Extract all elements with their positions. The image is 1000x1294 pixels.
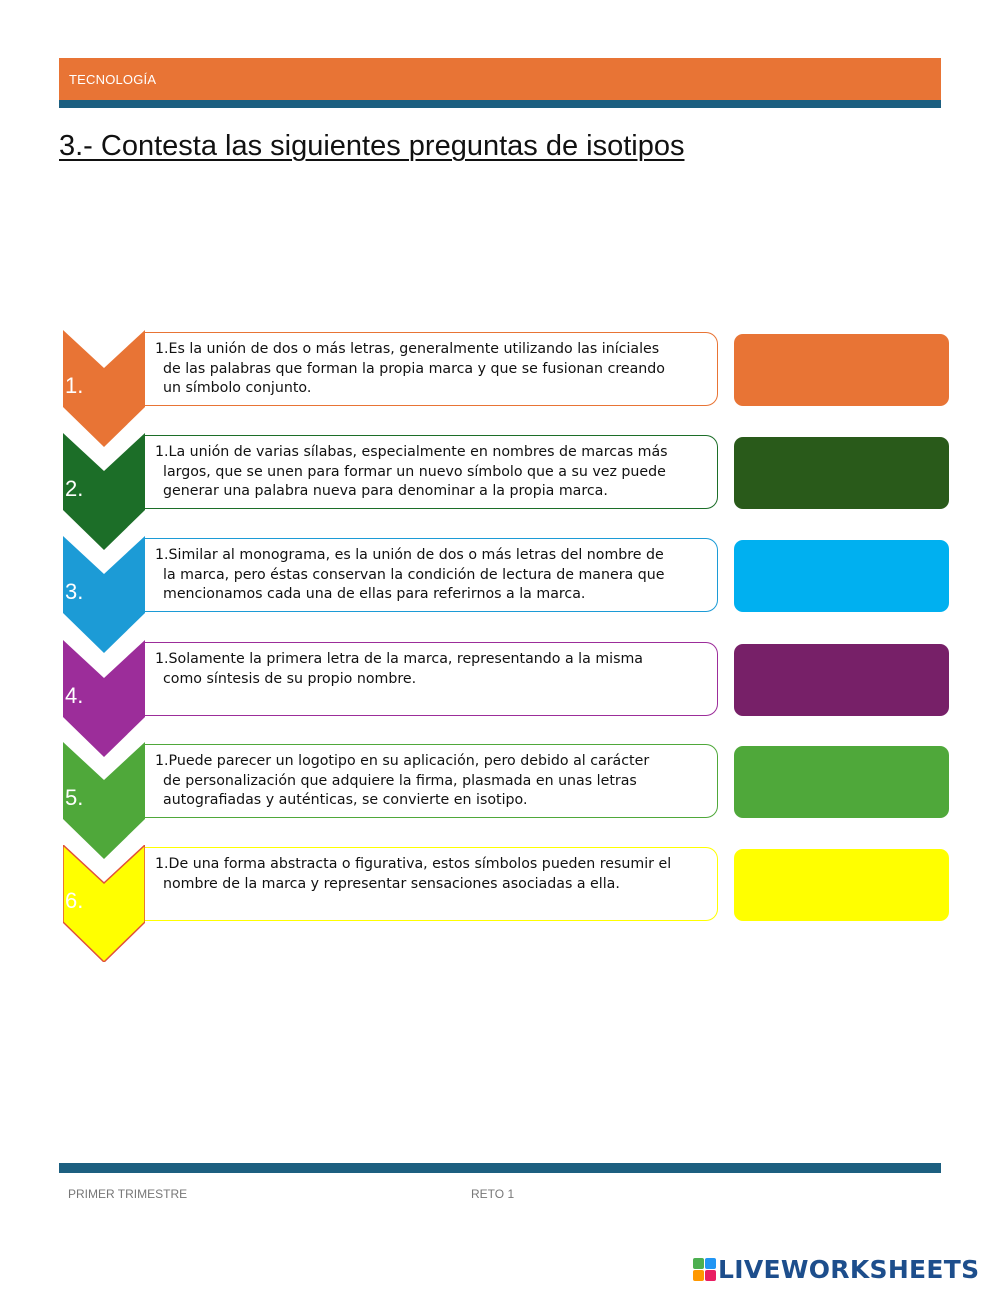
header-label: TECNOLOGÍA xyxy=(69,72,157,87)
question-number: 3. xyxy=(65,579,84,604)
question-text-line: generar una palabra nueva para denominar a la propia marca. xyxy=(163,483,608,499)
header-stripe xyxy=(59,100,941,108)
question-text-line: 1.Similar al monograma, es la unión de dos o más letras del nombre de xyxy=(155,547,664,563)
liveworksheets-logo[interactable] xyxy=(693,1254,979,1284)
question-text-line: 1.La unión de varias sílabas, especialmente en nombres de marcas más xyxy=(155,444,668,460)
answer-drop-box[interactable] xyxy=(734,540,949,612)
question-text-line: de personalización que adquiere la firma, plasmada en unas letras xyxy=(163,772,637,789)
question-number: 2. xyxy=(65,476,84,501)
question-number: 1. xyxy=(65,373,84,398)
answer-drop-box[interactable] xyxy=(734,644,949,716)
question-text-line: 1.Solamente la primera letra de la marca, representando a la misma xyxy=(155,651,643,667)
footer-left-text: PRIMER TRIMESTRE xyxy=(68,1187,188,1201)
question-text xyxy=(155,546,717,605)
question-text xyxy=(155,752,717,811)
question-text-line: 1.De una forma abstracta o figurativa, estos símbolos pueden resumir el xyxy=(155,856,672,872)
answer-drop-box[interactable] xyxy=(734,746,949,818)
question-number: 4. xyxy=(65,683,84,708)
question-text xyxy=(155,443,717,502)
header-bar xyxy=(59,58,941,100)
question-number: 6. xyxy=(65,888,84,913)
footer-middle-text: RETO 1 xyxy=(471,1187,515,1201)
question-text-line: autografiadas y auténticas, se convierte en isotipo. xyxy=(163,792,528,808)
footer-stripe xyxy=(59,1163,941,1173)
page-title: 3.- Contesta las siguientes preguntas de isotipos xyxy=(59,130,685,162)
question-number: 5. xyxy=(65,785,84,810)
question-text-line: como síntesis de su propio nombre. xyxy=(163,670,417,687)
answer-drop-box[interactable] xyxy=(734,334,949,406)
liveworksheets-logo-text: LIVEWORKSHEETS xyxy=(718,1254,980,1284)
question-item xyxy=(0,845,1000,975)
liveworksheets-mark-icon xyxy=(693,1258,715,1280)
question-text xyxy=(155,340,717,399)
question-text-line: largos, que se unen para formar un nuevo símbolo que a su vez puede xyxy=(163,463,666,480)
question-text-line: de las palabras que forman la propia marca y que se fusionan creando xyxy=(163,360,665,377)
answer-drop-box[interactable] xyxy=(734,437,949,509)
question-text xyxy=(155,855,717,894)
question-text-line: mencionamos cada una de ellas para referirnos a la marca. xyxy=(163,586,586,602)
question-text xyxy=(155,650,717,689)
question-text-line: 1.Es la unión de dos o más letras, generalmente utilizando las iníciales xyxy=(155,341,660,357)
question-text-line: la marca, pero éstas conservan la condición de lectura de manera que xyxy=(163,566,665,583)
question-text-line: 1.Puede parecer un logotipo en su aplicación, pero debido al carácter xyxy=(155,753,650,769)
question-text-line: un símbolo conjunto. xyxy=(163,380,312,396)
question-text-line: nombre de la marca y representar sensaciones asociadas a ella. xyxy=(163,875,620,892)
answer-drop-box[interactable] xyxy=(734,849,949,921)
